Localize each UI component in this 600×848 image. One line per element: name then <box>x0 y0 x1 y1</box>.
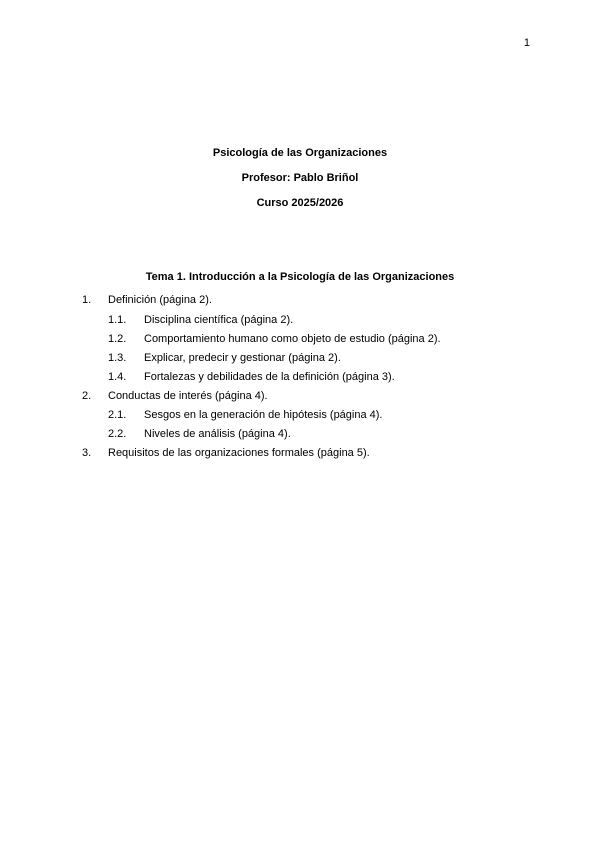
toc-item-number: 1.3. <box>108 352 127 364</box>
toc-item-text: Comportamiento humano como objeto de estudio (página 2). <box>144 333 441 345</box>
professor-name: Profesor: Pablo Briñol <box>241 172 359 184</box>
toc-item-3 <box>0 447 600 461</box>
toc-item-text: Niveles de análisis (página 4). <box>144 428 291 440</box>
toc-item-1-4 <box>0 371 600 385</box>
toc-item-text: Definición (página 2). <box>108 294 212 306</box>
academic-year: Curso 2025/2026 <box>256 197 344 209</box>
toc-item-number: 1. <box>82 294 92 306</box>
toc-item-1-2 <box>0 333 600 347</box>
toc-item-number: 3. <box>82 447 92 459</box>
toc-item-2 <box>0 390 600 404</box>
toc-item-text: Sesgos en la generación de hipótesis (página 4). <box>144 409 383 421</box>
toc-item-text: Conductas de interés (página 4). <box>108 390 268 402</box>
toc-item-number: 2.1. <box>108 409 127 421</box>
toc-heading: Tema 1. Introducción a la Psicología de las Organizaciones <box>145 271 455 283</box>
course-title: Psicología de las Organizaciones <box>212 147 388 159</box>
toc-item-number: 1.1. <box>108 314 127 326</box>
toc-item-text: Explicar, predecir y gestionar (página 2). <box>144 352 341 364</box>
toc-item-number: 2. <box>82 390 92 402</box>
toc-item-1 <box>0 294 600 308</box>
toc-item-1-3 <box>0 352 600 366</box>
toc-item-text: Fortalezas y debilidades de la definición (página 3). <box>144 371 395 383</box>
toc-item-number: 1.4. <box>108 371 127 383</box>
page-number: 1 <box>523 37 530 49</box>
toc-item-2-1 <box>0 409 600 423</box>
toc-item-number: 1.2. <box>108 333 127 345</box>
toc-item-text: Requisitos de las organizaciones formales (página 5). <box>108 447 370 459</box>
toc-item-1-1 <box>0 314 600 328</box>
toc-item-number: 2.2. <box>108 428 127 440</box>
toc-item-text: Disciplina científica (página 2). <box>144 314 294 326</box>
toc-item-2-2 <box>0 428 600 442</box>
